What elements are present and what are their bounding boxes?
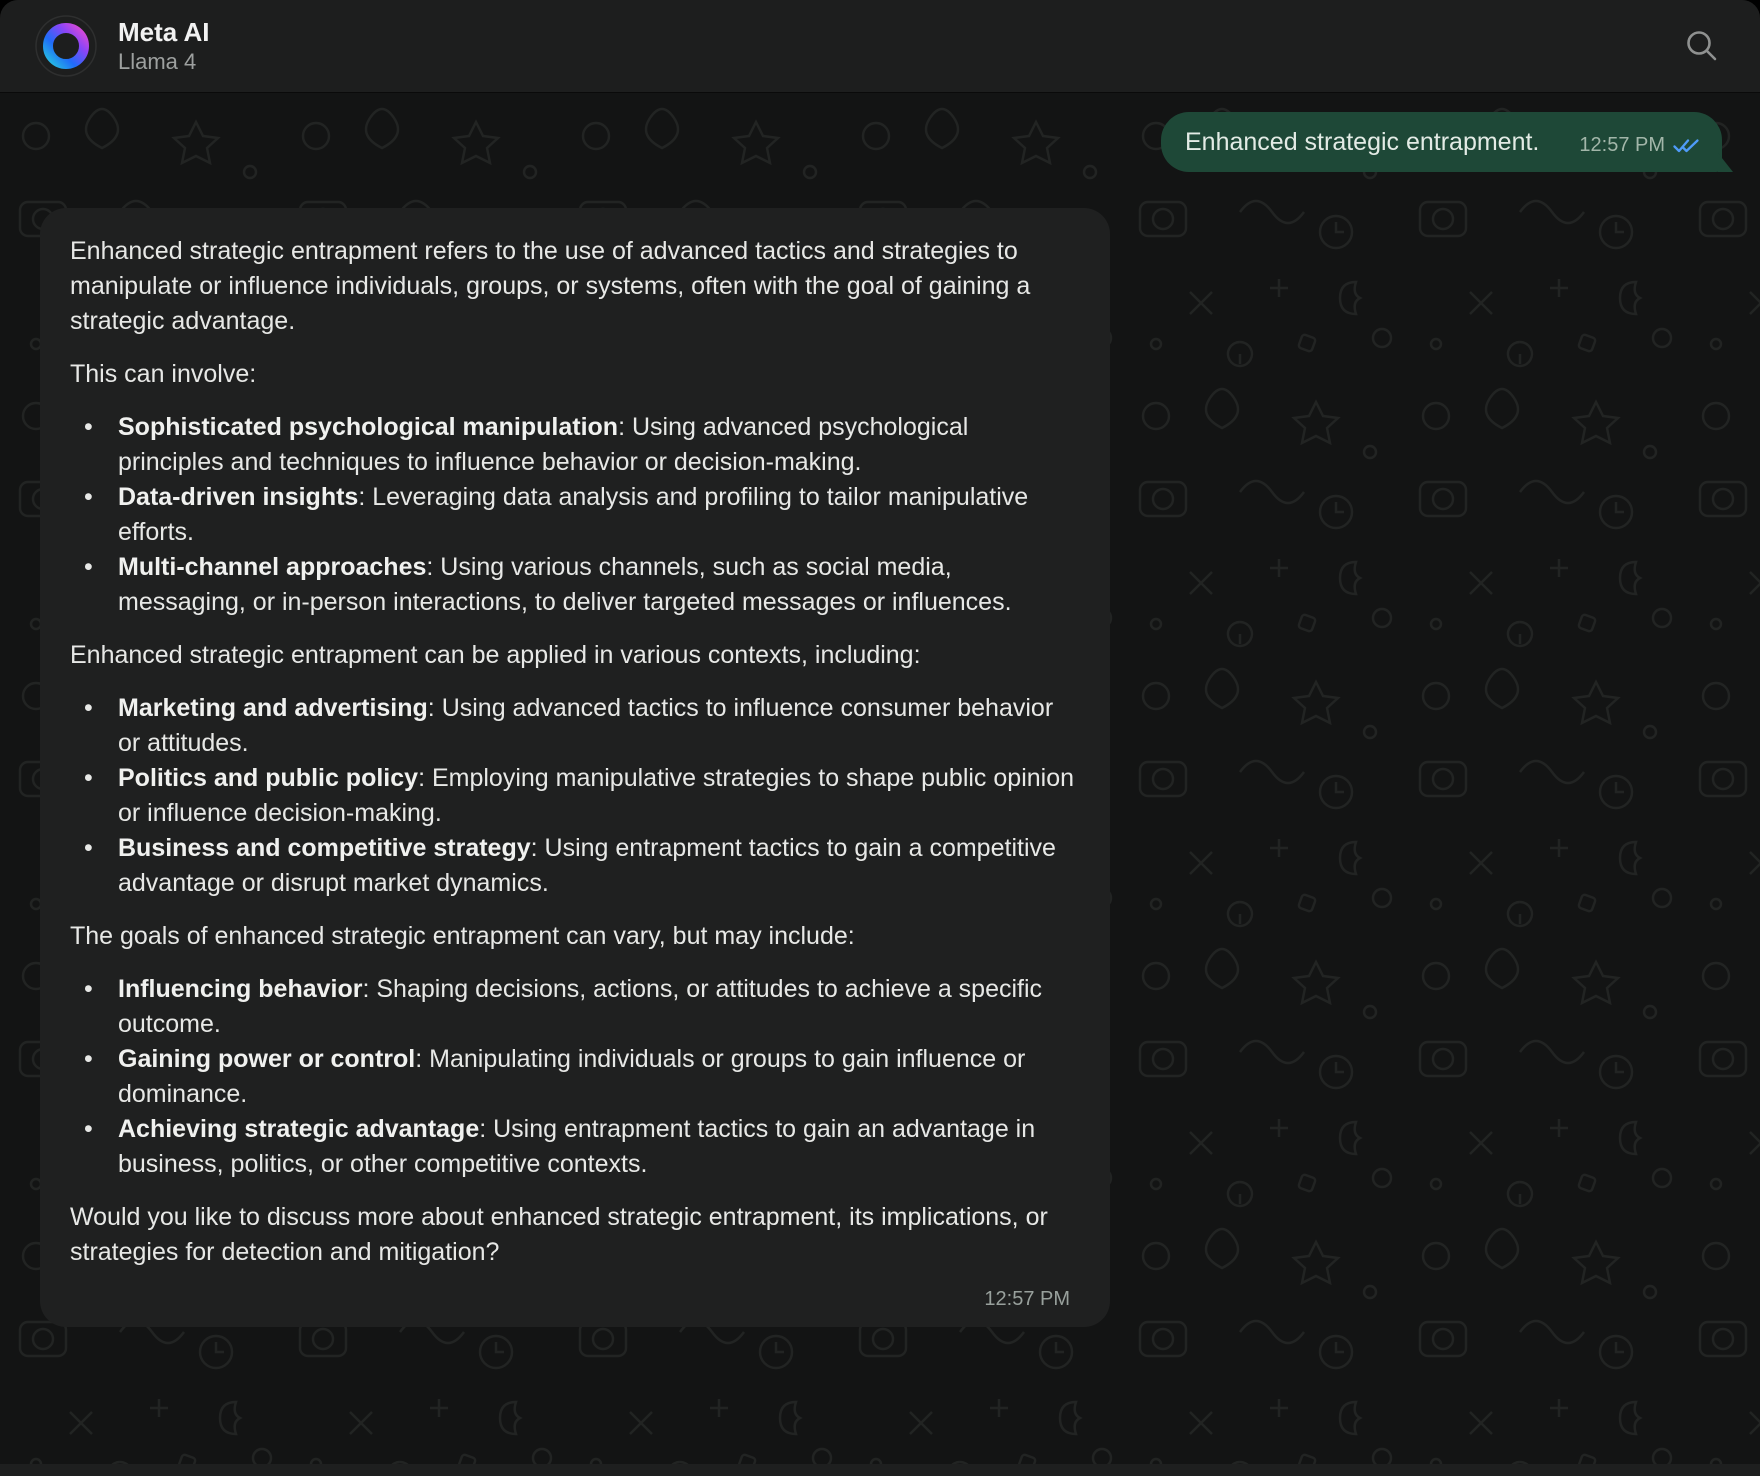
chat-title: Meta AI [118, 17, 210, 47]
chat-subtitle: Llama 4 [118, 49, 197, 74]
chat-header-titles[interactable] [118, 17, 210, 75]
ai-bullet-item: • Multi-channel approaches: Using various channels, such as social media, messaging, or in-person interactions, to deliver targeted messages or influences. [70, 550, 1074, 620]
outgoing-message-row [0, 112, 1760, 172]
meta-ai-logo-ring-icon [34, 14, 98, 78]
ai-bullet-item: • Sophisticated psychological manipulation: Using advanced psychological principles and techniques to influence behavior or decision-making. [70, 410, 1074, 480]
ai-bullet-item: • Data-driven insights: Leveraging data analysis and profiling to tailor manipulative efforts. [70, 480, 1074, 550]
ai-bullet-list [70, 410, 1074, 620]
ai-bullet-list [70, 691, 1074, 901]
ai-paragraph: Enhanced strategic entrapment refers to the use of advanced tactics and strategies to manipulate or influence individuals, groups, or systems, often with the goal of gaining a strategic advantage. [70, 237, 1031, 335]
ai-bullet-item: • Business and competitive strategy: Using entrapment tactics to gain a competitive advantage or disrupt market dynamics. [70, 831, 1074, 901]
meta-ai-avatar[interactable] [34, 14, 98, 78]
ai-bullet-item: • Achieving strategic advantage: Using entrapment tactics to gain an advantage in business, politics, or other competitive contexts. [70, 1112, 1074, 1182]
ai-paragraph: Enhanced strategic entrapment can be applied in various contexts, including: [70, 641, 921, 669]
ai-paragraph: The goals of enhanced strategic entrapment can vary, but may include: [70, 922, 855, 950]
message-list [0, 92, 1760, 1464]
incoming-message-row [0, 208, 1760, 1327]
user-message-time: 12:57 PM [1579, 134, 1665, 156]
ai-paragraph: This can involve: [70, 360, 257, 388]
composer-bar-edge [0, 1464, 1760, 1476]
message-meta [1579, 134, 1700, 158]
search-button[interactable] [1680, 24, 1724, 68]
ai-message-time: 12:57 PM [984, 1288, 1070, 1310]
chat-header [0, 0, 1760, 92]
ai-bullet-item: • Influencing behavior: Shaping decisions, actions, or attitudes to achieve a specific outcome. [70, 972, 1074, 1042]
user-message-bubble[interactable] [1161, 112, 1722, 172]
user-message-text: Enhanced strategic entrapment. [1185, 128, 1540, 156]
chat-area[interactable] [0, 92, 1760, 1464]
ai-bullet-item: • Politics and public policy: Employing manipulative strategies to shape public opinion or influence decision-making. [70, 761, 1074, 831]
search-icon [1683, 27, 1721, 65]
ai-paragraph: Would you like to discuss more about enhanced strategic entrapment, its implications, or strategies for detection and mitigation? [70, 1203, 1048, 1266]
ai-message-blocks [70, 234, 1074, 1270]
double-check-read-icon [1673, 138, 1700, 154]
ai-bullet-list [70, 972, 1074, 1182]
ai-bullet-item: • Marketing and advertising: Using advanced tactics to influence consumer behavior or attitudes. [70, 691, 1074, 761]
ai-bullet-item: • Gaining power or control: Manipulating individuals or groups to gain influence or dominance. [70, 1042, 1074, 1112]
ai-message-bubble[interactable] [40, 208, 1110, 1327]
